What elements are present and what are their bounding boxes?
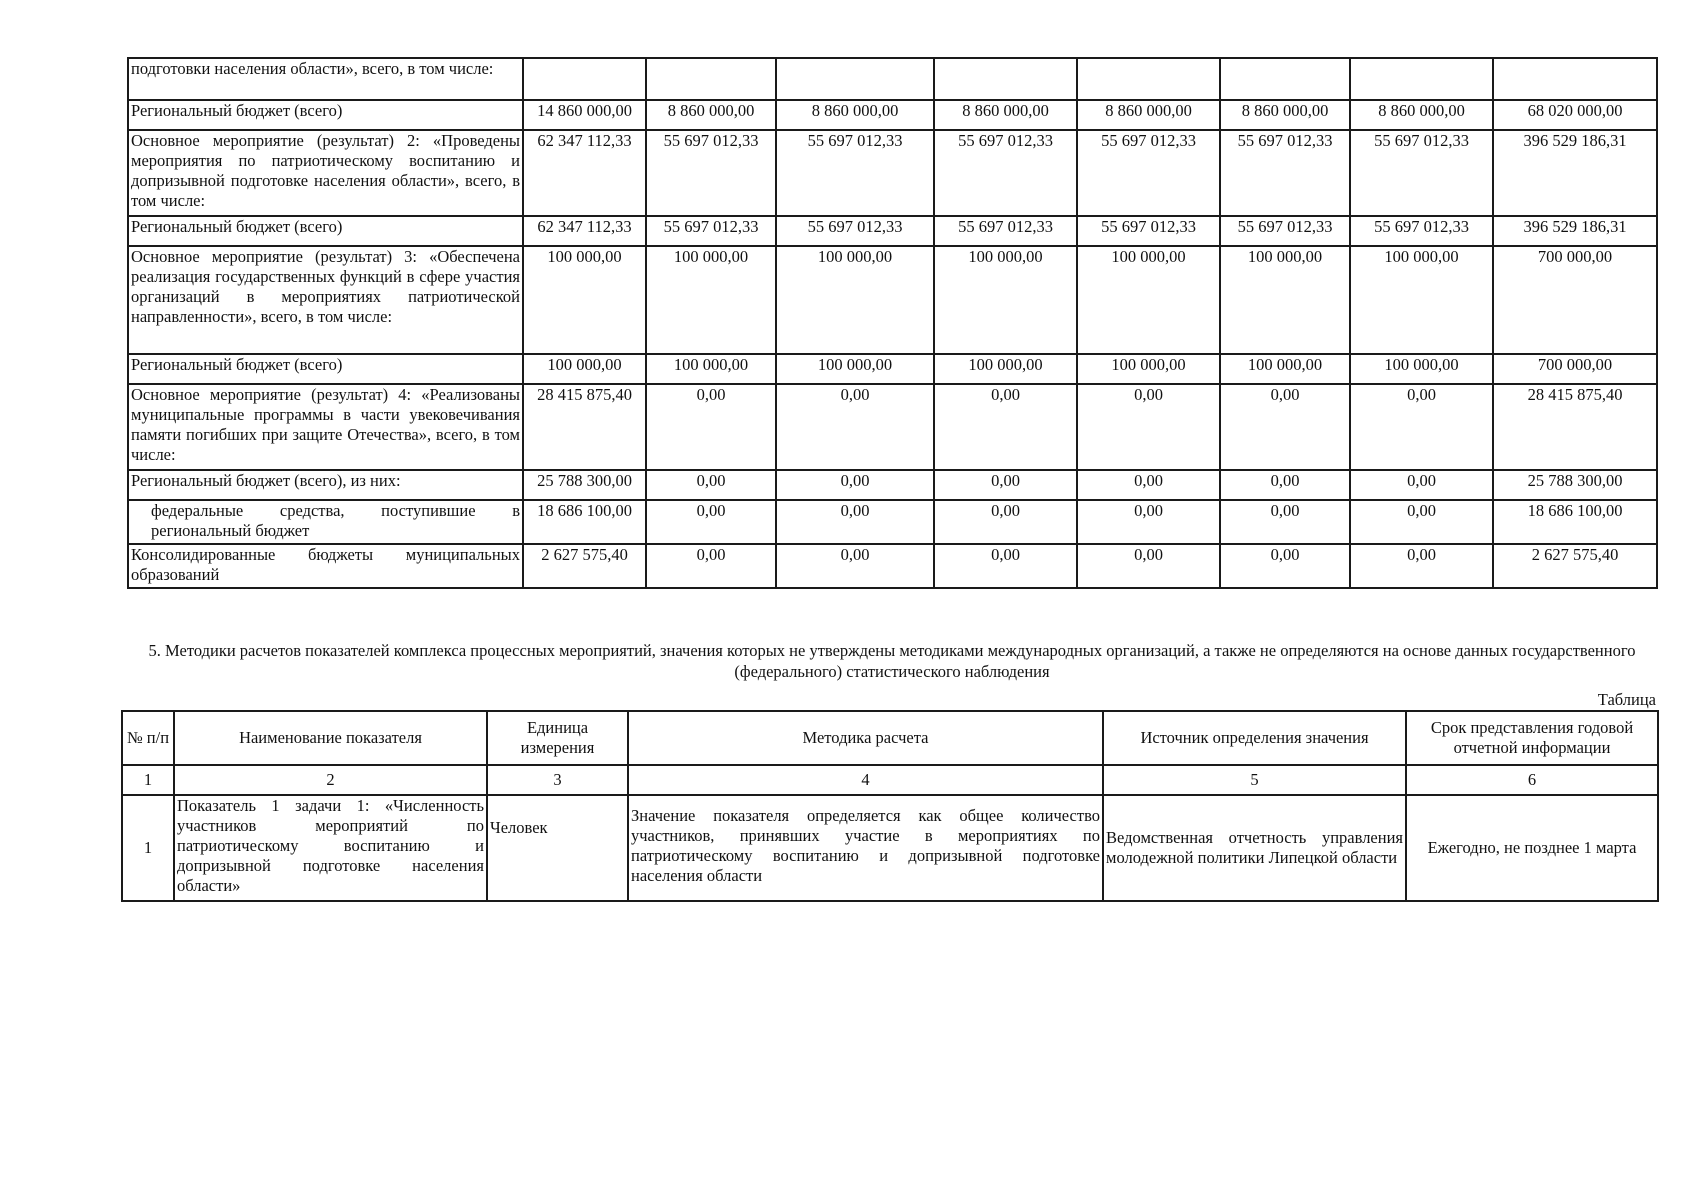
column-number: 4 [628, 765, 1103, 795]
finance-row [128, 500, 1657, 544]
header-row [122, 711, 1658, 765]
unit-of-measure: Человек [487, 795, 628, 901]
amount-cell: 0,00 [1077, 544, 1220, 588]
finance-row [128, 384, 1657, 470]
amount-cell: 0,00 [776, 544, 934, 588]
amount-cell: 100 000,00 [646, 246, 776, 354]
amount-cell [934, 58, 1077, 100]
row-label: Региональный бюджет (всего) [128, 216, 523, 246]
indicator-name: Показатель 1 задачи 1: «Численность участников мероприятий по патриотическому воспитанию и допризывной подготовке населения области» [174, 795, 487, 901]
amount-cell: 14 860 000,00 [523, 100, 646, 130]
amount-cell: 0,00 [776, 500, 934, 544]
value-source: Ведомственная отчетность управления молодежной политики Липецкой области [1103, 795, 1406, 901]
amount-cell: 2 627 575,40 [523, 544, 646, 588]
amount-cell: 0,00 [1350, 384, 1493, 470]
row-label: Основное мероприятие (результат) 4: «Реализованы муниципальные программы в части увековечивания памяти погибших при защите Отечества», всего, в том числе: [128, 384, 523, 470]
amount-cell: 100 000,00 [1220, 246, 1350, 354]
amount-cell: 28 415 875,40 [523, 384, 646, 470]
amount-cell: 0,00 [776, 384, 934, 470]
amount-cell: 8 860 000,00 [1077, 100, 1220, 130]
row-label: Основное мероприятие (результат) 2: «Проведены мероприятия по патриотическому воспитанию и допризывной подготовке населения области», всего, в том числе: [128, 130, 523, 216]
row-label: федеральные средства, поступившие в региональный бюджет [128, 500, 523, 544]
header-method: Методика расчета [628, 711, 1103, 765]
amount-cell: 0,00 [1220, 544, 1350, 588]
amount-cell: 0,00 [934, 384, 1077, 470]
finance-row [128, 470, 1657, 500]
amount-cell: 100 000,00 [1077, 354, 1220, 384]
amount-cell: 0,00 [646, 470, 776, 500]
amount-cell [1077, 58, 1220, 100]
amount-cell [646, 58, 776, 100]
amount-cell: 55 697 012,33 [646, 130, 776, 216]
header-unit: Единица измерения [487, 711, 628, 765]
amount-cell: 55 697 012,33 [776, 130, 934, 216]
amount-cell: 28 415 875,40 [1493, 384, 1657, 470]
amount-cell: 0,00 [776, 470, 934, 500]
amount-cell: 2 627 575,40 [1493, 544, 1657, 588]
amount-cell: 8 860 000,00 [1220, 100, 1350, 130]
methodology-table [121, 710, 1659, 902]
amount-cell: 55 697 012,33 [1077, 130, 1220, 216]
column-number: 6 [1406, 765, 1658, 795]
finance-table-body [128, 58, 1657, 588]
row-label: Региональный бюджет (всего), из них: [128, 470, 523, 500]
amount-cell [1220, 58, 1350, 100]
amount-cell: 0,00 [646, 500, 776, 544]
amount-cell: 100 000,00 [1077, 246, 1220, 354]
finance-row [128, 100, 1657, 130]
amount-cell: 396 529 186,31 [1493, 130, 1657, 216]
table-row [122, 795, 1658, 901]
amount-cell: 100 000,00 [523, 246, 646, 354]
amount-cell: 0,00 [1220, 384, 1350, 470]
amount-cell: 100 000,00 [1220, 354, 1350, 384]
amount-cell: 100 000,00 [523, 354, 646, 384]
amount-cell: 68 020 000,00 [1493, 100, 1657, 130]
amount-cell: 55 697 012,33 [1350, 130, 1493, 216]
finance-row [128, 58, 1657, 100]
amount-cell: 8 860 000,00 [934, 100, 1077, 130]
amount-cell: 62 347 112,33 [523, 216, 646, 246]
finance-row [128, 246, 1657, 354]
row-number: 1 [122, 795, 174, 901]
column-number: 3 [487, 765, 628, 795]
row-label: Региональный бюджет (всего) [128, 100, 523, 130]
amount-cell: 8 860 000,00 [646, 100, 776, 130]
row-label: Консолидированные бюджеты муниципальных образований [128, 544, 523, 588]
amount-cell: 700 000,00 [1493, 354, 1657, 384]
amount-cell: 100 000,00 [776, 354, 934, 384]
row-label: Основное мероприятие (результат) 3: «Обеспечена реализация государственных функций в сфере участия организаций в мероприятиях патриотической направленности», всего, в том числе: [128, 246, 523, 354]
amount-cell: 55 697 012,33 [934, 216, 1077, 246]
amount-cell: 0,00 [646, 544, 776, 588]
column-number: 1 [122, 765, 174, 795]
amount-cell: 55 697 012,33 [934, 130, 1077, 216]
amount-cell: 25 788 300,00 [523, 470, 646, 500]
finance-row [128, 130, 1657, 216]
row-label: подготовки населения области», всего, в том числе: [128, 58, 523, 100]
amount-cell: 100 000,00 [776, 246, 934, 354]
amount-cell: 62 347 112,33 [523, 130, 646, 216]
amount-cell: 8 860 000,00 [1350, 100, 1493, 130]
amount-cell: 0,00 [1077, 500, 1220, 544]
calculation-method: Значение показателя определяется как общее количество участников, принявших участие в мероприятиях по патриотическому воспитанию и допризывной подготовке населения области [628, 795, 1103, 901]
amount-cell: 100 000,00 [646, 354, 776, 384]
section-title: 5. Методики расчетов показателей комплекса процессных мероприятий, значения которых не утверждены методиками международных организаций, а также не определяются на основе данных государственного (федерального) статистического наблюдения [148, 641, 1636, 681]
amount-cell: 0,00 [934, 470, 1077, 500]
finance-row [128, 216, 1657, 246]
finance-row [128, 354, 1657, 384]
column-number: 2 [174, 765, 487, 795]
amount-cell: 100 000,00 [934, 354, 1077, 384]
table-caption: Таблица [1597, 690, 1656, 709]
amount-cell [523, 58, 646, 100]
amount-cell: 18 686 100,00 [1493, 500, 1657, 544]
amount-cell: 55 697 012,33 [776, 216, 934, 246]
amount-cell: 396 529 186,31 [1493, 216, 1657, 246]
amount-cell: 0,00 [1077, 384, 1220, 470]
amount-cell: 0,00 [1350, 544, 1493, 588]
amount-cell: 55 697 012,33 [1220, 130, 1350, 216]
amount-cell [1350, 58, 1493, 100]
amount-cell: 100 000,00 [934, 246, 1077, 354]
amount-cell: 100 000,00 [1350, 246, 1493, 354]
amount-cell: 0,00 [934, 544, 1077, 588]
header-source: Источник определения значения [1103, 711, 1406, 765]
amount-cell: 700 000,00 [1493, 246, 1657, 354]
column-number: 5 [1103, 765, 1406, 795]
reporting-deadline: Ежегодно, не позднее 1 марта [1406, 795, 1658, 901]
amount-cell: 0,00 [1220, 500, 1350, 544]
amount-cell: 0,00 [1350, 470, 1493, 500]
amount-cell: 0,00 [1350, 500, 1493, 544]
amount-cell [776, 58, 934, 100]
amount-cell: 55 697 012,33 [1077, 216, 1220, 246]
column-number-row [122, 765, 1658, 795]
amount-cell: 55 697 012,33 [1220, 216, 1350, 246]
row-label: Региональный бюджет (всего) [128, 354, 523, 384]
amount-cell [1493, 58, 1657, 100]
amount-cell: 8 860 000,00 [776, 100, 934, 130]
amount-cell: 55 697 012,33 [1350, 216, 1493, 246]
amount-cell: 18 686 100,00 [523, 500, 646, 544]
amount-cell: 25 788 300,00 [1493, 470, 1657, 500]
finance-table [127, 57, 1658, 589]
amount-cell: 0,00 [1220, 470, 1350, 500]
amount-cell: 0,00 [1077, 470, 1220, 500]
header-indicator-name: Наименование показателя [174, 711, 487, 765]
header-deadline: Срок представления годовой отчетной информации [1406, 711, 1658, 765]
amount-cell: 55 697 012,33 [646, 216, 776, 246]
header-num: № п/п [122, 711, 174, 765]
finance-row [128, 544, 1657, 588]
amount-cell: 0,00 [646, 384, 776, 470]
amount-cell: 0,00 [934, 500, 1077, 544]
amount-cell: 100 000,00 [1350, 354, 1493, 384]
